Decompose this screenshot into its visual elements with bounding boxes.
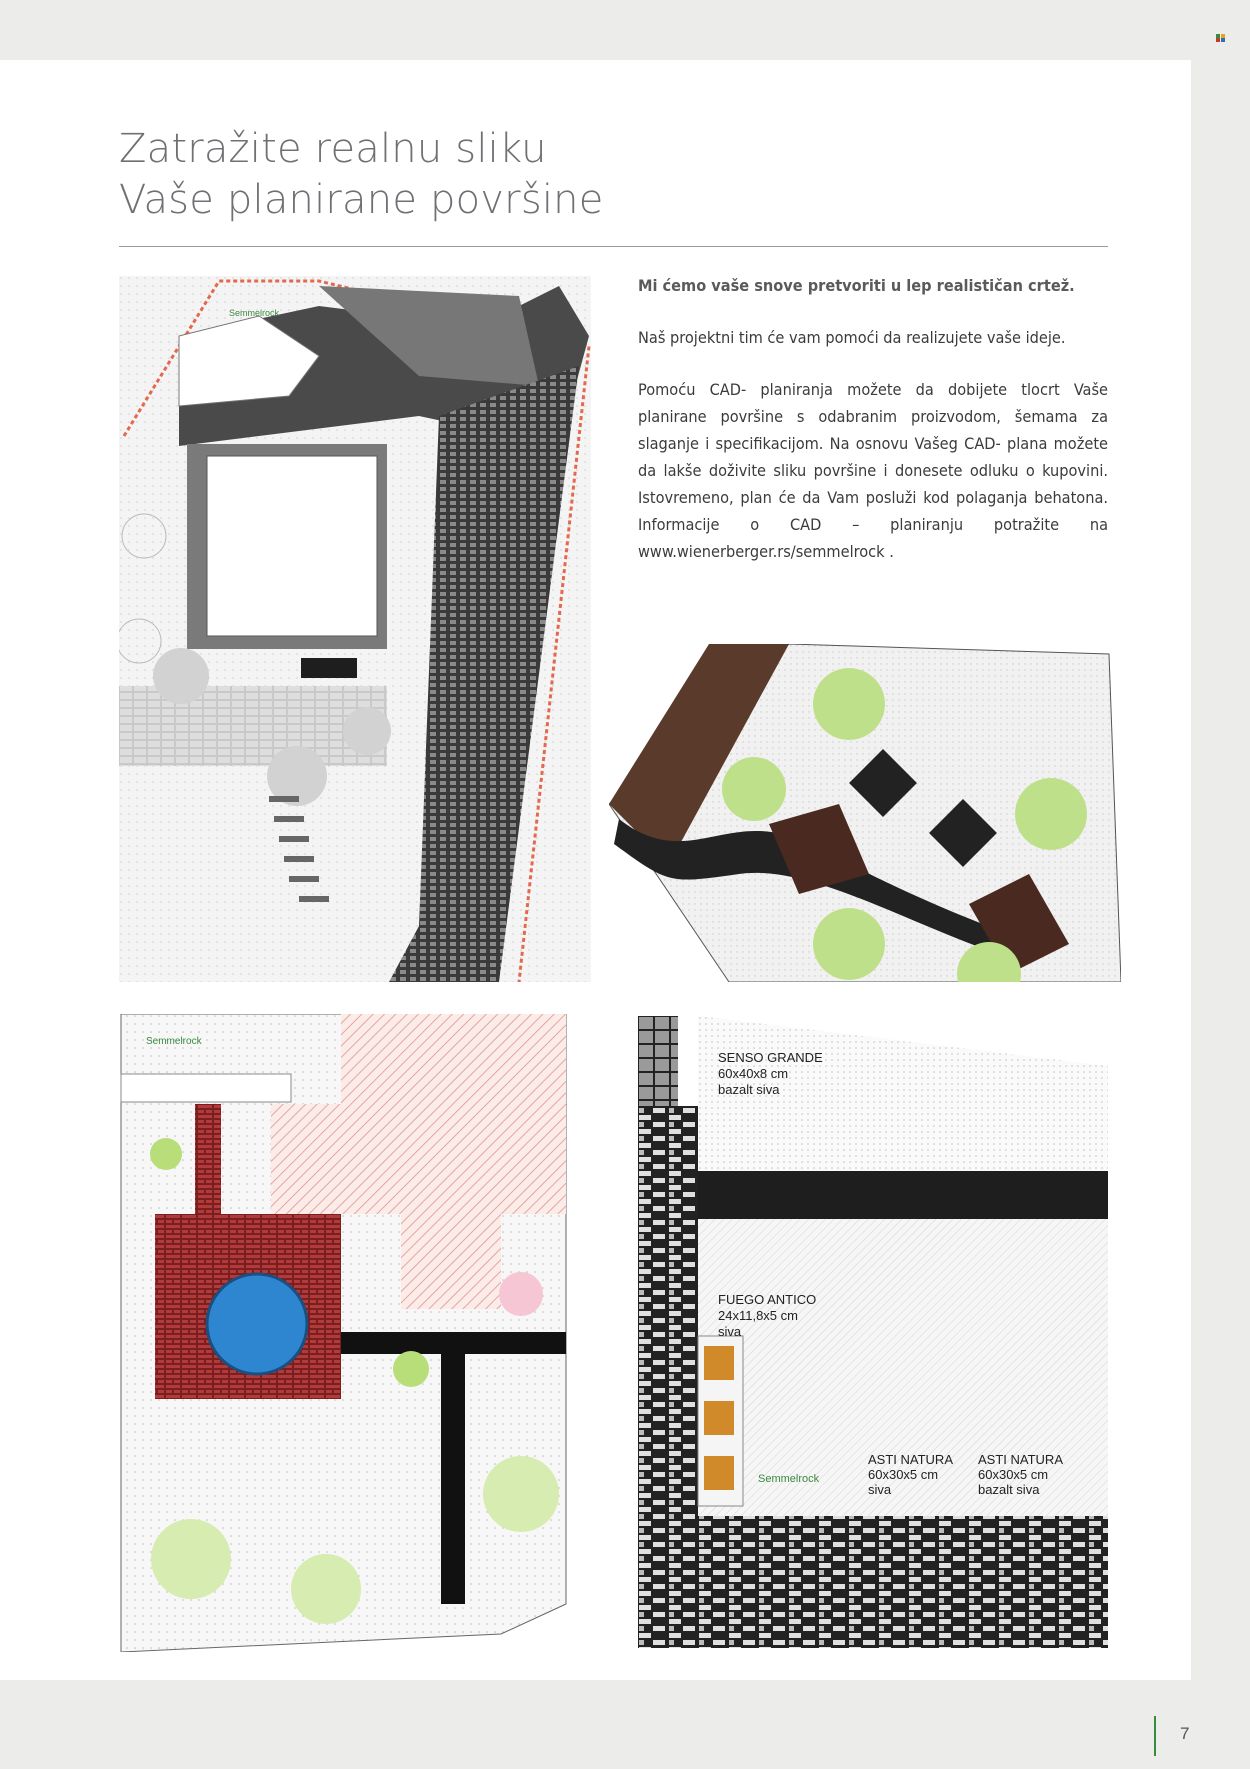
- page-number: 7: [1180, 1724, 1190, 1743]
- brand-watermark-2: Semmelrock: [146, 1036, 202, 1047]
- pool-plan-image: [101, 1014, 605, 1652]
- site-plan-image: [119, 276, 591, 982]
- label-1-name: SENSO GRANDE: [718, 1050, 823, 1065]
- label-4-name: ASTI NATURA: [978, 1452, 1063, 1467]
- label-3-name: ASTI NATURA: [868, 1452, 953, 1467]
- title-divider: [119, 246, 1108, 247]
- label-3-size: 60x30x5 cm: [868, 1467, 939, 1482]
- label-3-color: siva: [868, 1482, 892, 1497]
- label-2-color: siva: [718, 1324, 742, 1339]
- label-1-color: bazalt siva: [718, 1082, 780, 1097]
- label-1-size: 60x40x8 cm: [718, 1066, 789, 1081]
- brand-mark-icon: [1216, 34, 1226, 42]
- label-4-color: bazalt siva: [978, 1482, 1040, 1497]
- brand-watermark-3: Semmelrock: [758, 1473, 820, 1485]
- title-line-1: Zatražite realnu sliku: [119, 126, 547, 172]
- paragraph-cad: Pomoću CAD- planiranja možete da dobijete tlocrt Vaše planirane površine s odabranim proizvodom, šemama za slaganje i specifikacijom. Na osnovu Vašeg CAD- plana možete da lakše doživite sliku površine i donesete odluku o kupovini. Istovremeno, plan će da Vam posluži kod polaganja behatona. Informacije o CAD – planiranju potražite na www.wienerberger.rs/semmelrock .: [638, 380, 1108, 561]
- intro-text: [638, 272, 1108, 590]
- garden-plan-image: [609, 644, 1121, 982]
- label-2-size: 24x11,8x5 cm: [718, 1308, 798, 1323]
- paving-plan-image: [638, 1016, 1108, 1648]
- label-4-size: 60x30x5 cm: [978, 1467, 1049, 1482]
- label-2-name: FUEGO ANTICO: [718, 1292, 817, 1307]
- footer-divider: [1154, 1716, 1156, 1756]
- title-line-2: Vaše planirane površine: [119, 177, 604, 223]
- paragraph-team: Naš projektni tim će vam pomoći da realizujete vaše ideje.: [638, 328, 1066, 347]
- page-title: [119, 124, 604, 226]
- brand-watermark: Semmelrock: [229, 308, 280, 318]
- lead-paragraph: Mi ćemo vaše snove pretvoriti u lep realističan crtež.: [638, 276, 1075, 295]
